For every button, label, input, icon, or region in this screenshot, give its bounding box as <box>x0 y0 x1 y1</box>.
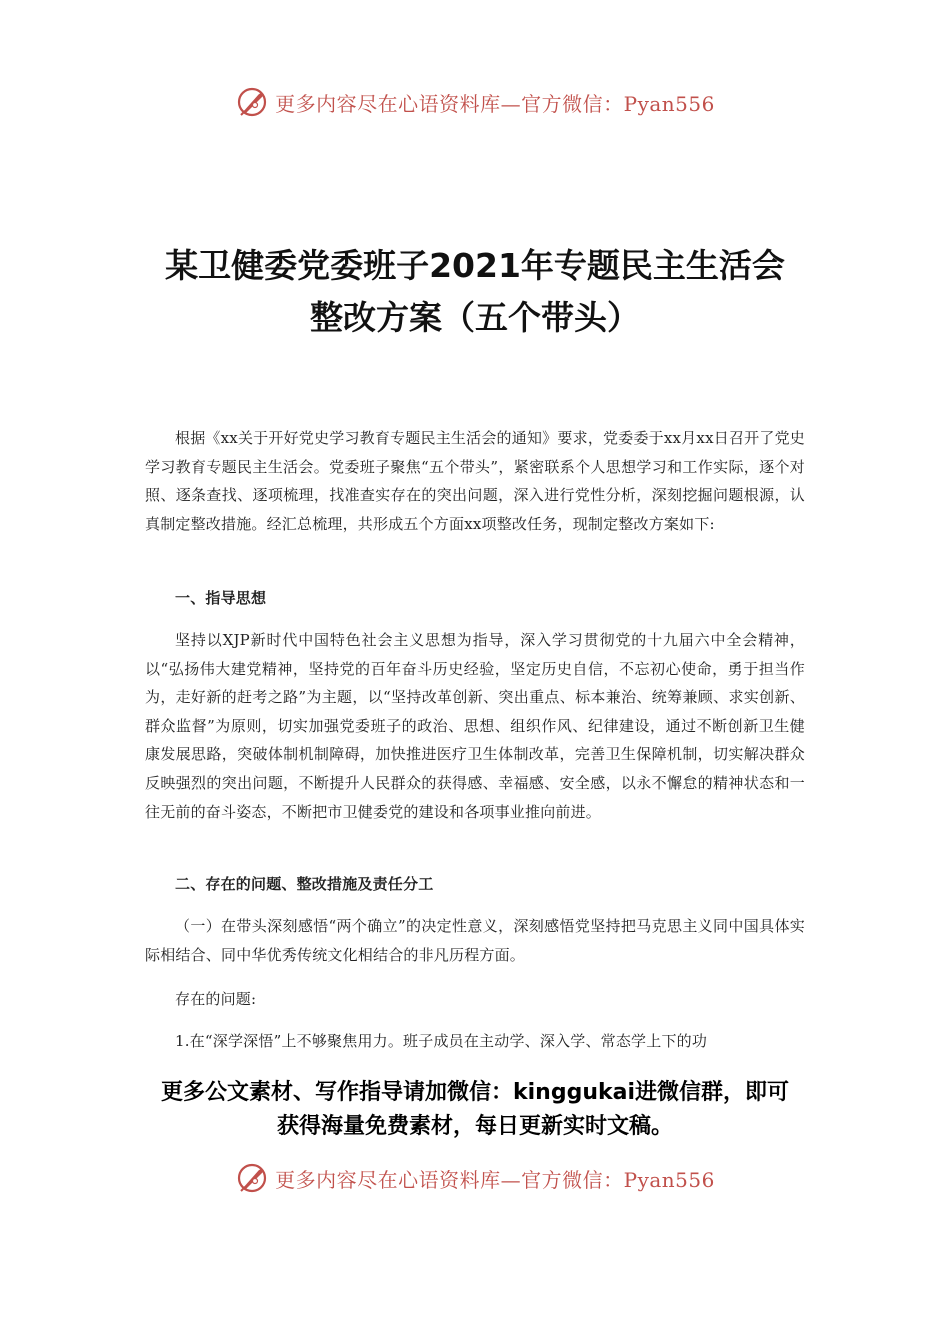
promo-banner-line2: 获得海量免费素材，每日更新实时文稿。 <box>276 1114 673 1139</box>
document-title-line2: 整改方案（五个带头） <box>310 298 640 337</box>
header-watermark <box>0 82 950 122</box>
problems-label: 存在的问题: <box>175 990 257 1008</box>
section-heading-guiding: 一、指导思想 <box>175 589 267 607</box>
footer-watermark <box>0 1158 950 1198</box>
watermark-text: 更多内容尽在心语资料库—官方微信：Pyan556 <box>275 1167 715 1192</box>
section-heading-problems: 二、存在的问题、整改措施及责任分工 <box>175 875 434 893</box>
guiding-paragraph: 坚持以XJP新时代中国特色社会主义思想为指导，深入学习贯彻党的十九届六中全会精神，以“弘扬伟大建党精神，坚持党的百年奋斗历史经验，坚定历史自信，不忘初心使命，勇于担当作为，走好新的赶考之路”为主题，以“坚持改革创新、突出重点、标本兼治、统筹兼顾、求实创新、群众监督”为原则，切实加强党委班子的政治、思想、组织作风、纪律建设，通过不断创新卫生健康发展思路，突破体制机制障碍，加快推进医疗卫生体制改革，完善卫生保障机制，切实解决群众反映强烈的突出问题，不断提升人民群众的获得感、幸福感、安全感，以永不懈怠的精神状态和一往无前的奋斗姿态，不断把市卫健委党的建设和各项事业推向前进。 <box>145 631 805 821</box>
subsection-paragraph: （一）在带头深刻感悟“两个确立”的决定性意义，深刻感悟党坚持把马克思主义同中国具体实际相结合、同中华优秀传统文化相结合的非凡历程方面。 <box>145 917 805 964</box>
intro-paragraph: 根据《xx关于开好党史学习教育专题民主生活会的通知》要求，党委委于xx月xx日召开了党史学习教育专题民主生活会。党委班子聚焦“五个带头”，紧密联系个人思想学习和工作实际，逐个对照、逐条查找、逐项梳理，找准查实存在的突出问题，深入进行党性分析，深刻挖掘问题根源，认真制定整改措施。经汇总梳理，共形成五个方面xx项整改任务，现制定整改方案如下: <box>145 429 805 533</box>
document-title: 某卫健委党委班子2021年专题民主生活会 <box>165 246 785 285</box>
problem-item: 1.在“深学深悟”上不够聚焦用力。班子成员在主动学、深入学、常态学上下的功 <box>175 1032 708 1050</box>
promo-banner-line1: 更多公文素材、写作指导请加微信：kinggukai进微信群，即可 <box>160 1080 789 1105</box>
watermark-text: 更多内容尽在心语资料库—官方微信：Pyan556 <box>275 91 715 116</box>
quill-logo-icon <box>235 1161 269 1195</box>
quill-logo-icon <box>235 85 269 119</box>
